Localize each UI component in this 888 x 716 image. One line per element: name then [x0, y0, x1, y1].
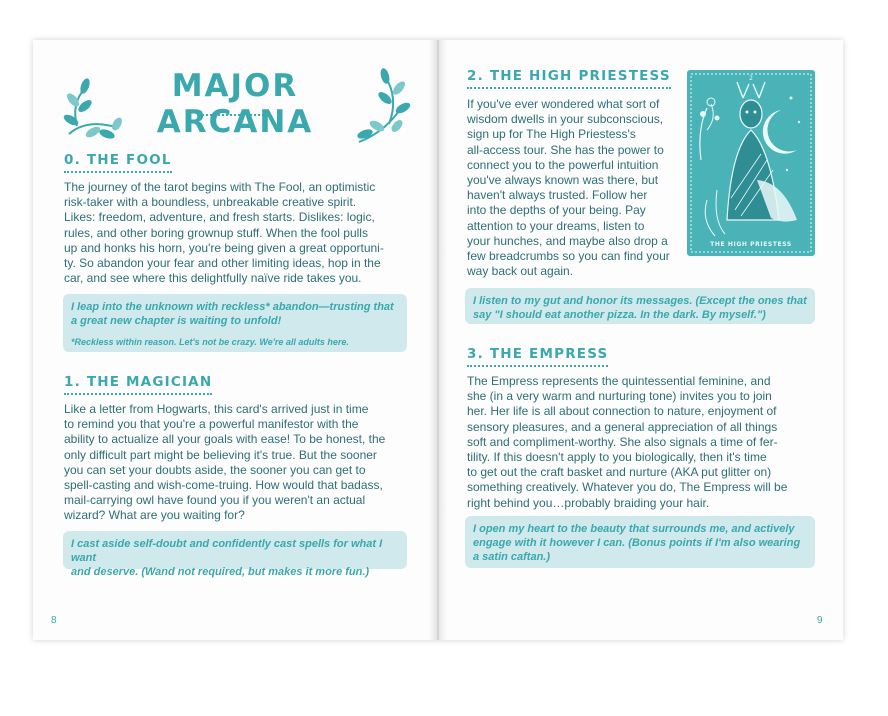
body-line: only difficult part might be believing it's true. But the sooner [64, 447, 377, 462]
body-line: rules, and other boring grownup stuff. When the fool pulls [64, 225, 368, 240]
body-line: connect you to the powerful intuition [467, 157, 659, 172]
body-line: you've always known was there, but [467, 173, 659, 188]
high-priestess-card [687, 70, 815, 256]
affirmation-box-the-empress [465, 516, 815, 568]
body-line: way back out again. [467, 264, 574, 279]
body-line: wisdom dwells in your subconscious, [467, 112, 664, 127]
body-line: sign up for The High Priestess's [467, 127, 636, 142]
body-line: attention to your dreams, listen to [467, 218, 645, 233]
body-line: Like a letter from Hogwarts, this card's arrived just in time [64, 402, 369, 416]
open-book [33, 40, 843, 640]
body-line: up and honks his horn, you're being given a great opportuni- [64, 240, 384, 255]
body-line: to get out the craft basket and nurture (AKA put glitter on) [467, 465, 772, 480]
left-page [33, 40, 437, 640]
body-line: spell-casting and wish-come-truing. How would that badass, [64, 478, 383, 493]
card-label: THE HIGH PRIESTESS [710, 241, 792, 248]
affirmation-line: I cast aside self-doubt and confidently cast spells for what I want [71, 538, 383, 564]
page-number-right: 9 [817, 615, 823, 626]
body-line: ty. So abandon your fear and other limiting ideas, hop in the [64, 256, 381, 271]
affirmation-line: engage with it however I can. (Bonus points if I'm also wearing [473, 537, 801, 549]
page-title: MAJOR ARCANA [156, 68, 314, 140]
page-number-left: 8 [51, 615, 57, 626]
section-heading-the-magician: 1. THE MAGICIAN [64, 374, 212, 395]
body-line: her. Her life is all about connection to nature, enjoyment of [467, 404, 777, 419]
body-line: wizard? What are you waiting for? [64, 508, 245, 523]
body-text-the-magician [64, 402, 414, 524]
affirmation-line: I listen to my gut and honor its messages. (Except the ones that [473, 295, 807, 307]
title-divider [199, 114, 271, 116]
affirmation-line: a satin caftan.) [473, 551, 551, 563]
body-line: soft and compliment-worthy. She also signals a time of fer- [467, 434, 778, 449]
body-line: If you've ever wondered what sort of [467, 97, 660, 111]
affirmation-line: and deserve. (Wand not required, but makes it more fun.) [71, 566, 370, 578]
section-heading-the-empress: 3. THE EMPRESS [467, 346, 608, 367]
body-line: right behind you…probably braiding your hair. [467, 495, 710, 510]
body-line: risk-taker with a boundless, unbreakable creative spirit. [64, 195, 357, 210]
affirmation-line: a great new chapter is waiting to unfold! [71, 315, 282, 327]
body-text-the-fool [64, 180, 414, 286]
affirmation-line: I leap into the unknown with reckless* abandon—trusting that [71, 301, 394, 313]
body-text-the-high-priestess [467, 97, 687, 279]
body-line: to remind you that you're a powerful manifestor with the [64, 417, 359, 432]
footnote: *Reckless within reason. Let's not be crazy. We're all adults here. [71, 337, 349, 347]
section-heading-the-fool: 0. THE FOOL [64, 152, 172, 173]
body-line: she (in a very warm and nurturing tone) invites you to join [467, 389, 772, 404]
body-line: The journey of the tarot begins with The Fool, an optimistic [64, 180, 376, 194]
body-line: The Empress represents the quintessential feminine, and [467, 374, 771, 388]
body-line: something creatively. Whatever you do, The Empress will be [467, 480, 788, 495]
body-line: your hunches, and maybe also drop a [467, 233, 668, 248]
body-line: haven't always trusted. Follow her [467, 188, 648, 203]
affirmation-box-the-high-priestess [465, 288, 815, 324]
affirmation-line: I open my heart to the beauty that surrounds me, and actively [473, 523, 795, 535]
right-leaf-branch-icon [355, 68, 411, 148]
body-line: you can set your doubts aside, the sooner you can get to [64, 462, 366, 477]
body-line: few breadcrumbs so you can find your [467, 249, 670, 264]
body-line: mail-carrying owl have found you if you weren't an actual [64, 493, 366, 508]
title-block [63, 62, 407, 162]
body-line: tility. If this doesn't apply to you biologically, then it's time [467, 450, 767, 465]
affirmation-line: say "I should eat another pizza. In the dark. By myself.") [473, 309, 766, 321]
body-line: sensory pleasures, and a general appreciation of all things [467, 419, 778, 434]
body-line: Likes: freedom, adventure, and fresh starts. Dislikes: logic, [64, 210, 375, 225]
body-text-the-empress [467, 374, 827, 511]
body-line: all-access tour. She has the power to [467, 142, 664, 157]
book-gutter [429, 40, 447, 640]
card-number: 2 [749, 75, 753, 82]
high-priestess-card-illustration [687, 70, 815, 256]
body-line: into the depths of your being. Pay [467, 203, 646, 218]
right-page [437, 40, 843, 640]
body-line: car, and see where this delightfully naïve ride takes you. [64, 271, 362, 286]
affirmation-box-the-magician [63, 531, 407, 578]
section-heading-the-high-priestess: 2. THE HIGH PRIESTESS [467, 68, 671, 89]
affirmation-box-the-fool [63, 294, 407, 352]
body-line: ability to actualize all your goals with ease! To be honest, the [64, 432, 386, 447]
